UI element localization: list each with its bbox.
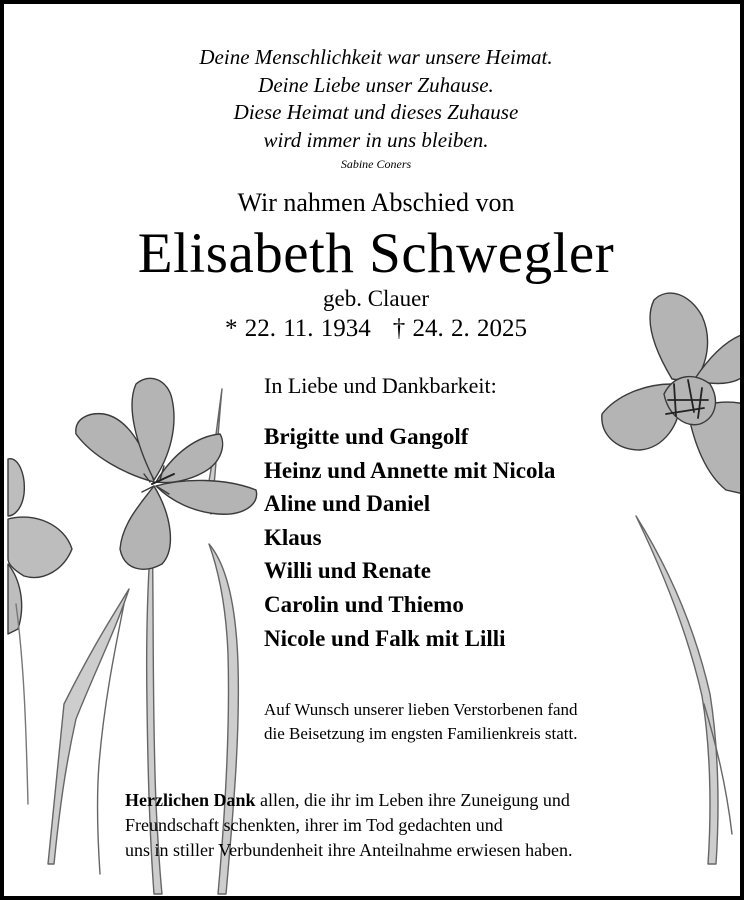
memorial-quote [4, 44, 744, 173]
death-date: † 24. 2. 2025 [392, 315, 528, 342]
burial-note-line: die Beisetzung im engsten Familienkreis statt. [264, 724, 578, 743]
mourner-entry: Carolin und Thiemo [264, 591, 464, 617]
life-dates [4, 315, 744, 343]
quote-line: Deine Menschlichkeit war unsere Heimat. [199, 45, 553, 69]
mourner-entry: Willi und Renate [264, 558, 431, 584]
left-crocus [76, 378, 257, 569]
mourner-entry: Heinz und Annette mit Nicola [264, 457, 556, 483]
thanks-line: Freundschaft schenkten, ihrer im Tod gedachten und [125, 815, 503, 835]
mourner-entry: Klaus [264, 524, 322, 550]
dedication-line: In Liebe und Dankbarkeit: [264, 373, 497, 398]
deceased-name: Elisabeth Schwegler [137, 222, 615, 285]
thanks-note [125, 788, 573, 863]
quote-line: Diese Heimat und dieses Zuhause [233, 100, 519, 124]
thanks-rest: allen, die ihr im Leben ihre Zuneigung und [255, 790, 570, 810]
quote-line: Deine Liebe unser Zuhause. [258, 72, 494, 97]
burial-note [264, 698, 578, 746]
mourner-entry: Nicole und Falk mit Lilli [264, 625, 506, 651]
quote-author: Sabine Coners [340, 157, 412, 171]
mourners-list [264, 420, 555, 655]
right-stems [636, 516, 732, 864]
farewell-intro: Wir nahmen Abschied von [237, 188, 515, 217]
mourner-entry: Aline und Daniel [264, 491, 431, 517]
thanks-bold: Herzlichen Dank [125, 790, 256, 810]
burial-note-line: Auf Wunsch unserer lieben Verstorbenen fand [264, 700, 578, 719]
thanks-line: uns in stiller Verbundenheit ihre Anteilnahme erwiesen haben. [125, 840, 573, 860]
birth-date: * 22. 11. 1934 [224, 315, 371, 342]
mourner-entry: Brigitte und Gangolf [264, 424, 469, 449]
thanks-line [125, 788, 573, 813]
birth-name: geb. Clauer [322, 286, 429, 311]
quote-line: wird immer in uns bleiben. [263, 127, 489, 152]
